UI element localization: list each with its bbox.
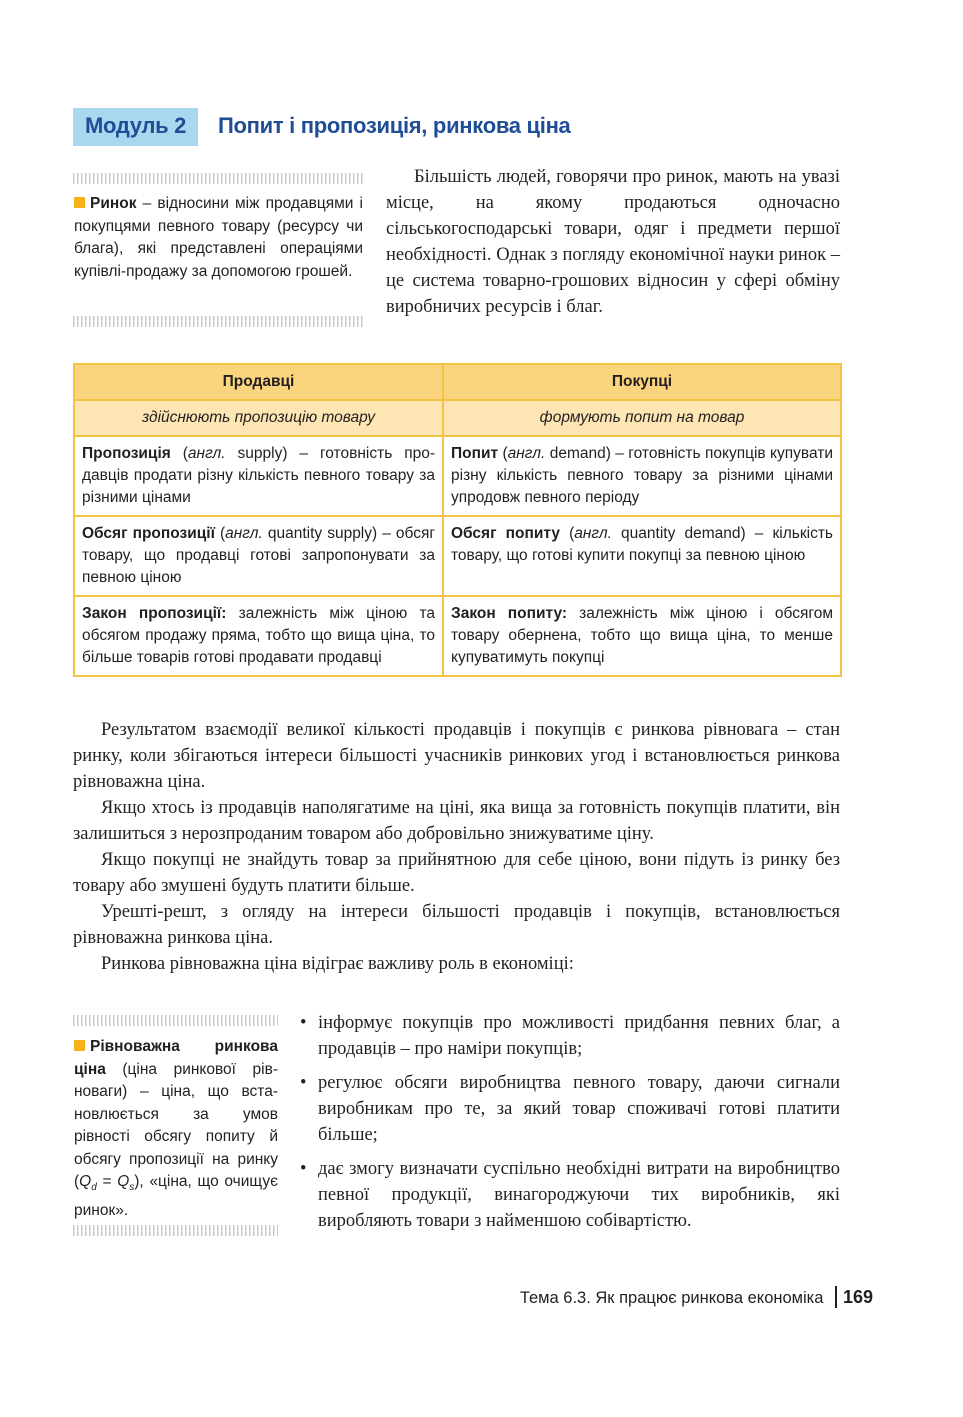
body-paragraph: Якщо хтось із продавців наполягатиме на ціні, яка вища за готовність покупців платити, він залишиться з нерозпроданим товаром або добровільно знижуватиме ціну. [73, 798, 840, 844]
table-row [74, 516, 841, 596]
bullet-list [300, 1010, 840, 1242]
cell-text: supply) – готовність продавців продати різну кількість певного товару за різними цінами [82, 445, 435, 506]
table-cell [443, 436, 841, 516]
cell-text: залежність між ціною та обсягом продажу пряма, тобто що вища ціна, то більше товарів готові продавати продавці [82, 605, 435, 666]
symbol-qs: Q [117, 1173, 130, 1190]
list-item: • дає змогу визначати суспільно необхідні витрати на виробництво певної продукції, винагороджуючи тих виробників, які виробляють товари з найменшою собівартістю. [300, 1156, 840, 1234]
subheader-sellers: здійснюють пропозицію товару [74, 400, 443, 436]
note-equilibrium-definition [74, 1036, 278, 1222]
body-paragraph: Якщо покупці не знайдуть товар за прийнятною для себе ціною, вони підуть із ринку без товару або змушені будуть платити більше. [73, 850, 840, 896]
note-text: (ціна ринкової рівноваги) – ціна, що встановлюється за умов рівності обсягу попиту й обсягу пропозиції на ринку ( [74, 1060, 278, 1190]
page-footer [520, 1286, 873, 1308]
symbol-qd: Q [79, 1173, 92, 1190]
table-cell [443, 516, 841, 596]
page-title: Попит і пропозиція, ринкова ціна [218, 113, 571, 138]
header-buyers: Покупці [443, 364, 841, 400]
table-cell [74, 516, 443, 596]
cell-text: ( [559, 525, 575, 542]
cell-text: ( [498, 445, 508, 462]
note-marker-icon [74, 197, 85, 208]
note-divider-top [73, 173, 363, 184]
note-marker-icon [74, 1040, 85, 1051]
supply-demand-table [73, 363, 842, 677]
symbol-subscript: d [91, 1182, 97, 1194]
cell-abbr: англ. [225, 525, 263, 542]
list-item: • регулює обсяги виробництва певного товару, даючи сигнали виробникам про те, за який товар споживачі готові платити більше; [300, 1070, 840, 1148]
cell-term: Пропозиція [82, 445, 171, 462]
note-text: = [96, 1173, 118, 1190]
header-sellers: Продавці [74, 364, 443, 400]
table-header-row [74, 364, 841, 400]
note-text: ), «ціна, що очищує ринок». [74, 1173, 278, 1219]
cell-term: Закон попиту: [451, 605, 568, 622]
subheader-buyers: формують попит на товар [443, 400, 841, 436]
body-paragraph: Урешті-решт, з огляду на інтереси більшості продавців і покупців, встановлюється рівноважна ринкова ціна. [73, 902, 840, 948]
body-text [73, 717, 840, 977]
module-label: Модуль 2 [85, 113, 187, 138]
cell-text: quantity supply) – обсяг товару, що продавці готові запропонувати за певною ціною [82, 525, 435, 586]
intro-text: Більшість людей, говорячи про ринок, мають на увазі місце, на якому продаються одночасно сільськогосподарські товари, одяг і предмети першої необхідності. Однак з погляду економічної науки ринок – це система товарно-грошових відносин у сфері обміну виробничих ресурсів і благ. [386, 167, 840, 317]
cell-term: Обсяг попиту [451, 525, 560, 542]
table-row [74, 436, 841, 516]
module-badge [73, 108, 198, 146]
note-divider-bottom [73, 1225, 278, 1236]
cell-text: ( [214, 525, 226, 542]
table-cell [74, 596, 443, 676]
symbol-subscript: s [129, 1182, 135, 1194]
note-term: Рівноважна ринкова ціна [74, 1038, 278, 1078]
table-cell [443, 596, 841, 676]
table-cell [74, 436, 443, 516]
note-divider-bottom [73, 316, 363, 327]
note-text: – відносини між продавцями і покупцями певного товару (ресурсу чи блага), які представлені операціями купівлі-продажу за допомогою грошей. [74, 195, 363, 280]
page-number: 169 [842, 1287, 873, 1307]
list-item: • інформує покупців про можливості придбання певних благ, а продавців – про наміри покупців; [300, 1010, 840, 1062]
cell-abbr: англ. [187, 445, 226, 462]
note-divider-top [73, 1015, 278, 1026]
cell-text: quantity demand) – кількість товару, що готові купити покупці за певною ціною [451, 525, 833, 564]
body-paragraph: Результатом взаємодії великої кількості продавців і покупців є ринкова рівновага – стан ринку, коли збігаються інтереси більшості учасників ринкових угод і встановлюється ринкова рівноважна ціна. [73, 720, 840, 792]
cell-term: Закон пропозиції: [82, 605, 227, 622]
cell-term: Попит [451, 445, 499, 462]
intro-paragraph [386, 164, 840, 320]
body-paragraph: Ринкова рівноважна ціна відіграє важливу роль в економіці: [101, 954, 574, 974]
note-term: Ринок [90, 195, 137, 212]
cell-term: Обсяг пропозиції [82, 525, 215, 542]
cell-abbr: англ. [574, 525, 612, 542]
cell-text: залежність між ціною і обсягом товару обернена, тобто що вища ціна, то менше купуватимуть покупці [451, 605, 833, 666]
cell-text: ( [170, 445, 188, 462]
table-row [74, 596, 841, 676]
cell-text: demand) – готовність покупців купувати різну кількість певного товару за різними цінами упродовж певного періоду [451, 445, 833, 506]
footer-separator [835, 1286, 837, 1308]
table-subheader-row [74, 400, 841, 436]
cell-abbr: англ. [507, 445, 546, 462]
footer-topic: Тема 6.3. Як працює ринкова економіка [519, 1289, 824, 1307]
note-market-definition [74, 193, 363, 283]
